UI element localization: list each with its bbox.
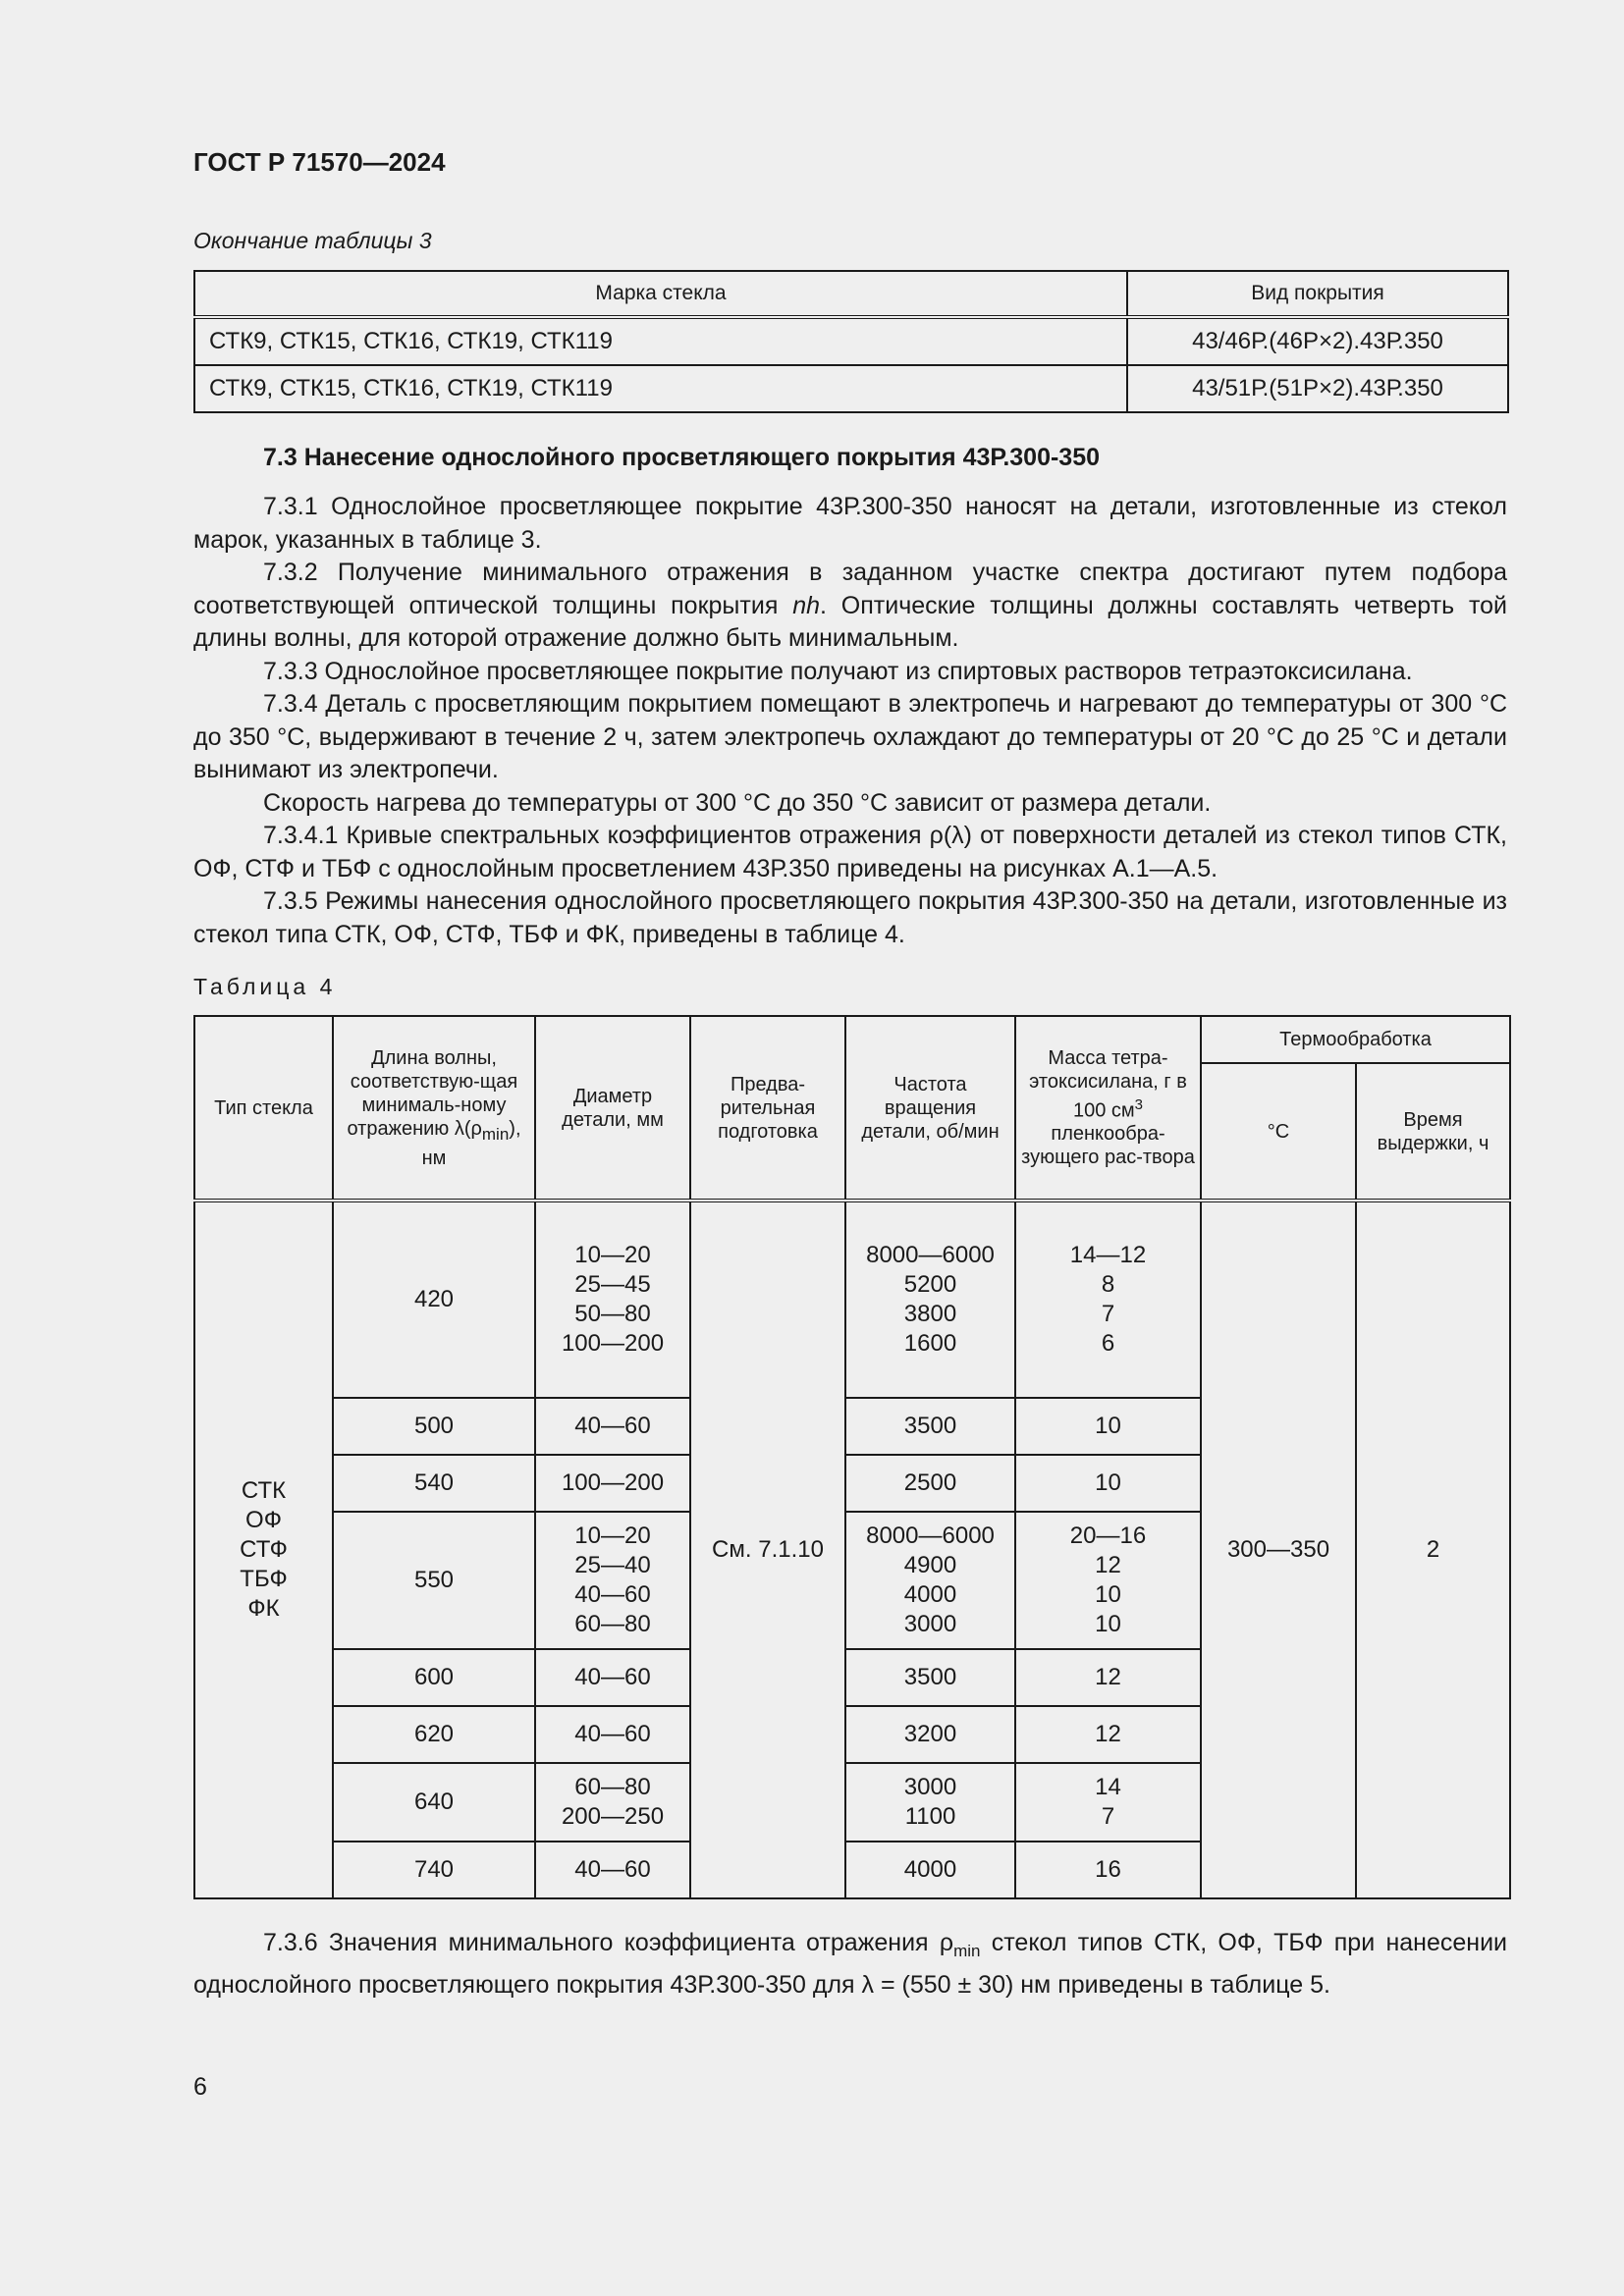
wavelength-cell: 420 — [333, 1201, 535, 1398]
table-cell: 43/46Р.(46Р×2).43Р.350 — [1127, 317, 1508, 365]
section-title: 7.3 Нанесение однослойного просветляющего покрытия 43Р.300-350 — [263, 444, 1101, 471]
column-header-glass-type: Тип стекла — [194, 1016, 333, 1201]
table-cell: СТК9, СТК15, СТК16, СТК19, СТК119 — [194, 365, 1127, 412]
frequency-cell: 3200 — [845, 1706, 1015, 1763]
mass-cell: 16 — [1015, 1842, 1201, 1898]
mass-cell: 20—16 12 10 10 — [1015, 1512, 1201, 1649]
table4-caption: Таблица 4 — [193, 974, 337, 999]
page-number: 6 — [193, 2073, 207, 2101]
preparation-cell: См. 7.1.10 — [690, 1201, 845, 1898]
diameter-cell: 40—60 — [535, 1649, 690, 1706]
wavelength-cell: 500 — [333, 1398, 535, 1455]
document-header: ГОСТ Р 71570—2024 — [193, 147, 446, 177]
section-body — [193, 491, 1507, 951]
column-header-wavelength — [333, 1016, 535, 1201]
header-text: Масса тетра-этоксисилана, г в 100 см — [1029, 1046, 1187, 1122]
wavelength-cell: 640 — [333, 1763, 535, 1842]
frequency-cell: 2500 — [845, 1455, 1015, 1512]
table-4 — [193, 1015, 1511, 1899]
table3-caption: Окончание таблицы 3 — [193, 228, 432, 253]
wavelength-cell: 540 — [333, 1455, 535, 1512]
paragraph: 7.3.5 Режимы нанесения однослойного просветляющего покрытия 43Р.300-350 на детали, изготовленные из стекол типа СТК, ОФ, СТФ, ТБФ и ФК, приведены в таблице 4. — [193, 887, 1507, 948]
table-row — [194, 365, 1508, 412]
column-header: Вид покрытия — [1127, 271, 1508, 317]
mass-cell: 12 — [1015, 1706, 1201, 1763]
column-header-frequency: Частота вращения детали, об/мин — [845, 1016, 1015, 1201]
column-header-diameter: Диаметр детали, мм — [535, 1016, 690, 1201]
mass-cell: 12 — [1015, 1649, 1201, 1706]
header-text: пленкообра-зующего рас-твора — [1021, 1123, 1195, 1169]
paragraph-text: . Оптические толщины должны составлять четверть той длины волны, для которой отражение должно быть минимальным. — [193, 591, 1507, 652]
paragraph: Скорость нагрева до температуры от 300 °С до 350 °С зависит от размера детали. — [263, 788, 1212, 817]
diameter-cell: 40—60 — [535, 1842, 690, 1898]
diameter-cell: 40—60 — [535, 1398, 690, 1455]
diameter-cell: 100—200 — [535, 1455, 690, 1512]
mass-cell: 14 7 — [1015, 1763, 1201, 1842]
column-header: Марка стекла — [194, 271, 1127, 317]
table-header-row — [194, 1016, 1510, 1063]
temperature-cell: 300—350 — [1201, 1201, 1356, 1898]
paragraph-text: 7.3.6 Значения минимального коэффициента отражения ρ — [263, 1929, 954, 1956]
frequency-cell: 8000—6000 5200 3800 1600 — [845, 1201, 1015, 1398]
frequency-cell: 3000 1100 — [845, 1763, 1015, 1842]
table-cell: СТК9, СТК15, СТК16, СТК19, СТК119 — [194, 317, 1127, 365]
mass-cell: 14—12 8 7 6 — [1015, 1201, 1201, 1398]
subscript: min — [953, 1942, 981, 1960]
wavelength-cell: 620 — [333, 1706, 535, 1763]
mass-cell: 10 — [1015, 1398, 1201, 1455]
diameter-cell: 10—20 25—45 50—80 100—200 — [535, 1201, 690, 1398]
frequency-cell: 8000—6000 4900 4000 3000 — [845, 1512, 1015, 1649]
paragraph: 7.3.3 Однослойное просветляющее покрытие получают из спиртовых растворов тетраэтоксисилана. — [263, 657, 1413, 685]
frequency-cell: 3500 — [845, 1398, 1015, 1455]
diameter-cell: 10—20 25—40 40—60 60—80 — [535, 1512, 690, 1649]
column-header-mass — [1015, 1016, 1201, 1201]
paragraph-text: 7.3.2 Получение минимального отражения в заданном участке спектра достигают путем подбора соответствующей оптической толщины покрытия — [193, 559, 1507, 619]
paragraph — [193, 1926, 1507, 2002]
column-header-temperature: °С — [1201, 1063, 1356, 1201]
header-text: ), нм — [421, 1117, 521, 1169]
column-header-preparation: Предва-рительная подготовка — [690, 1016, 845, 1201]
paragraph: 7.3.4.1 Кривые спектральных коэффициентов отражения ρ(λ) от поверхности деталей из стекол типов СТК, ОФ, СТФ и ТБФ с однослойным просветлением 43Р.350 приведены на рисунках А.1—А.5. — [193, 822, 1507, 882]
diameter-cell: 40—60 — [535, 1706, 690, 1763]
superscript: 3 — [1134, 1095, 1144, 1113]
paragraph: 7.3.1 Однослойное просветляющее покрытие 43Р.300-350 наносят на детали, изготовленные из стекол марок, указанных в таблице 3. — [193, 493, 1507, 554]
wavelength-cell: 600 — [333, 1649, 535, 1706]
paragraph: 7.3.4 Деталь с просветляющим покрытием помещают в электропечь и нагревают до температуры от 300 °С до 350 °С, выдерживают в течение 2 ч, затем электропечь охлаждают до температуры от 20 °С до 25 °С и детали вынимают из электропечи. — [193, 690, 1507, 783]
column-header-time: Время выдержки, ч — [1356, 1063, 1510, 1201]
wavelength-cell: 550 — [333, 1512, 535, 1649]
table-row — [194, 317, 1508, 365]
table-3 — [193, 270, 1509, 413]
wavelength-cell: 740 — [333, 1842, 535, 1898]
column-header-thermo: Термообработка — [1201, 1016, 1510, 1063]
frequency-cell: 3500 — [845, 1649, 1015, 1706]
time-cell: 2 — [1356, 1201, 1510, 1898]
table-cell: 43/51Р.(51Р×2).43Р.350 — [1127, 365, 1508, 412]
paragraph — [193, 557, 1507, 656]
mass-cell: 10 — [1015, 1455, 1201, 1512]
glass-types-cell: СТК ОФ СТФ ТБФ ФК — [194, 1201, 333, 1898]
symbol-nh: nh — [792, 591, 821, 619]
subscript: min — [481, 1124, 510, 1144]
table-header-row — [194, 271, 1508, 317]
diameter-cell: 60—80 200—250 — [535, 1763, 690, 1842]
paragraph-text: стекол типов СТК, ОФ, ТБФ при нанесении однослойного просветляющего покрытия 43Р.300-350 для λ = (550 ± 30) нм приведены в таблице 5. — [193, 1929, 1507, 1999]
paragraph-7-3-6 — [193, 1926, 1507, 2002]
frequency-cell: 4000 — [845, 1842, 1015, 1898]
header-text: Длина волны, соответствую-щая минималь-ному отражению λ(ρ — [347, 1046, 518, 1140]
table-row — [194, 1201, 1510, 1398]
